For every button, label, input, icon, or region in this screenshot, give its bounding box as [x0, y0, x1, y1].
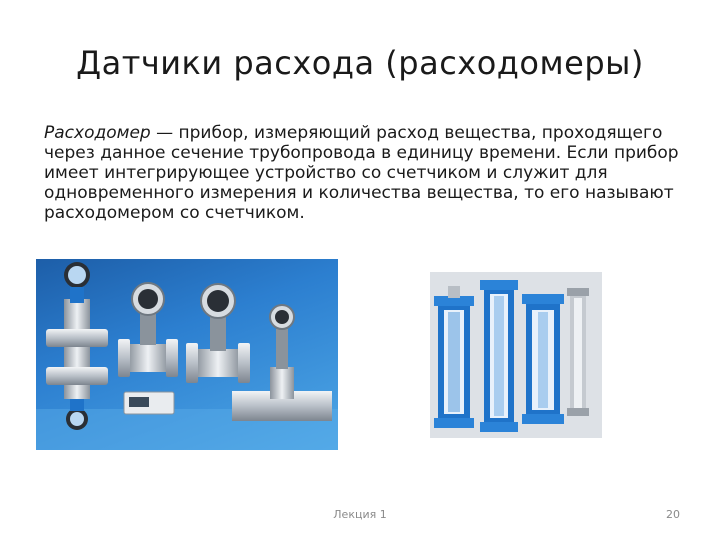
definition-term: Расходомер [44, 123, 151, 143]
footer-page-number: 20 [666, 508, 680, 521]
footer-lecture-label: Лекция 1 [333, 508, 387, 521]
rotameters-photo [430, 272, 602, 438]
rotameters-illustration [430, 272, 602, 438]
flowmeters-illustration [36, 259, 338, 450]
slide-title: Датчики расхода (расходомеры) [76, 44, 644, 82]
slide-body-text [44, 123, 704, 223]
electromagnetic-flowmeters-photo [36, 259, 338, 450]
definition-text: — прибор, измеряющий расход вещества, проходящего через данное сечение трубопровода в единицу времени. Если прибор имеет интегрирующее устройство со счетчиком и служит для одновременного измерения и количества вещества, то его называют расходомером со счетчиком. [44, 123, 679, 223]
